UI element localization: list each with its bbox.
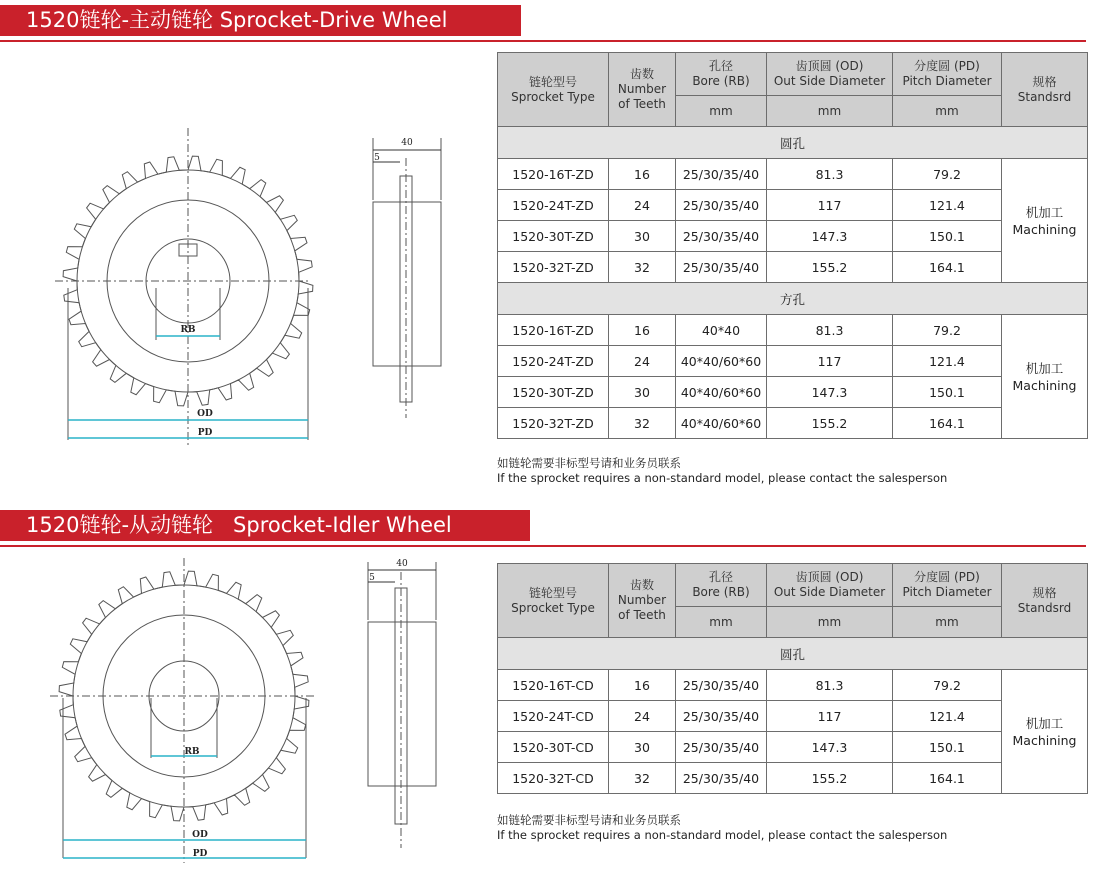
cell-od: 81.3 — [767, 670, 893, 701]
table-row — [498, 221, 1088, 252]
col-header-od: 齿顶圆 (OD) Out Side Diameter — [767, 53, 893, 96]
cell-bore: 40*40/60*60 — [676, 408, 767, 439]
table-row — [498, 377, 1088, 408]
cell-model: 1520-24T-CD — [498, 701, 609, 732]
cell-od: 117 — [767, 701, 893, 732]
table-row — [498, 346, 1088, 377]
cell-standard: 机加工 Machining — [1002, 315, 1088, 439]
drive-wheel-drawing — [55, 128, 450, 458]
pd-label: PD — [192, 849, 208, 859]
cell-bore: 25/30/35/40 — [676, 190, 767, 221]
rb-label: RB — [180, 325, 196, 335]
cell-pd: 121.4 — [893, 190, 1002, 221]
cell-pd: 121.4 — [893, 346, 1002, 377]
col-header-type: 链轮型号 Sprocket Type — [498, 564, 609, 638]
side-view-hub — [373, 202, 441, 366]
note-cn: 如链轮需要非标型号请和业务员联系 — [497, 813, 681, 827]
cell-bore: 25/30/35/40 — [676, 252, 767, 283]
title-rule — [0, 40, 1086, 42]
note-cn: 如链轮需要非标型号请和业务员联系 — [497, 456, 681, 470]
table-row — [498, 408, 1088, 439]
unit-cell: mm — [767, 96, 893, 127]
width-dimension-label: 40 — [401, 138, 413, 148]
cell-od: 147.3 — [767, 732, 893, 763]
side-view-hub — [368, 622, 436, 786]
unit-cell: mm — [676, 607, 767, 638]
cell-model: 1520-32T-CD — [498, 763, 609, 794]
drive-note — [497, 456, 947, 486]
col-header-od: 齿顶圆 (OD) Out Side Diameter — [767, 564, 893, 607]
cell-teeth: 30 — [609, 377, 676, 408]
od-label: OD — [192, 830, 208, 840]
col-header-pd: 分度圆 (PD) Pitch Diameter — [893, 564, 1002, 607]
cell-model: 1520-16T-ZD — [498, 159, 609, 190]
table-row — [498, 252, 1088, 283]
cell-bore: 25/30/35/40 — [676, 763, 767, 794]
title-rule — [0, 545, 1086, 547]
table-row — [498, 670, 1088, 701]
cell-od: 117 — [767, 190, 893, 221]
cell-teeth: 24 — [609, 190, 676, 221]
col-header-standard: 规格 Standsrd — [1002, 564, 1088, 638]
cell-model: 1520-30T-ZD — [498, 377, 609, 408]
group-label-round-bore: 圆孔 — [498, 638, 1088, 670]
table-row — [498, 315, 1088, 346]
cell-model: 1520-30T-ZD — [498, 221, 609, 252]
cell-model: 1520-32T-ZD — [498, 408, 609, 439]
section-title-drive: 1520链轮-主动链轮 Sprocket-Drive Wheel — [0, 5, 521, 36]
cell-teeth: 24 — [609, 346, 676, 377]
cell-model: 1520-32T-ZD — [498, 252, 609, 283]
col-header-type: 链轮型号 Sprocket Type — [498, 53, 609, 127]
cell-od: 155.2 — [767, 408, 893, 439]
cell-bore: 25/30/35/40 — [676, 670, 767, 701]
unit-cell: mm — [676, 96, 767, 127]
cell-bore: 25/30/35/40 — [676, 221, 767, 252]
od-label: OD — [197, 409, 213, 419]
cell-teeth: 32 — [609, 252, 676, 283]
idler-wheel-drawing — [50, 558, 450, 868]
cell-bore: 40*40/60*60 — [676, 346, 767, 377]
cell-bore: 25/30/35/40 — [676, 701, 767, 732]
cell-pd: 164.1 — [893, 252, 1002, 283]
cell-model: 1520-24T-ZD — [498, 190, 609, 221]
note-en: If the sprocket requires a non-standard model, please contact the salesperson — [497, 828, 948, 842]
cell-teeth: 32 — [609, 408, 676, 439]
cell-pd: 121.4 — [893, 701, 1002, 732]
unit-cell: mm — [767, 607, 893, 638]
offset-dimension-label: 5 — [374, 153, 380, 163]
cell-pd: 150.1 — [893, 377, 1002, 408]
cell-bore: 40*40 — [676, 315, 767, 346]
cell-bore: 25/30/35/40 — [676, 732, 767, 763]
cell-model: 1520-24T-ZD — [498, 346, 609, 377]
drive-spec-table — [497, 52, 1088, 439]
cell-model: 1520-30T-CD — [498, 732, 609, 763]
cell-pd: 164.1 — [893, 763, 1002, 794]
rb-label: RB — [184, 747, 200, 757]
cell-teeth: 30 — [609, 221, 676, 252]
pd-label: PD — [197, 428, 213, 438]
col-header-teeth: 齿数 Number of Teeth — [609, 53, 676, 127]
idler-spec-table — [497, 563, 1088, 794]
cell-pd: 150.1 — [893, 732, 1002, 763]
unit-cell: mm — [893, 607, 1002, 638]
section-title-idler: 1520链轮-从动链轮 Sprocket-Idler Wheel — [0, 510, 530, 541]
note-en: If the sprocket requires a non-standard model, please contact the salesperson — [497, 471, 948, 485]
cell-teeth: 16 — [609, 159, 676, 190]
cell-model: 1520-16T-ZD — [498, 315, 609, 346]
col-header-bore: 孔径 Bore (RB) — [676, 564, 767, 607]
cell-pd: 79.2 — [893, 315, 1002, 346]
group-label-square-bore: 方孔 — [498, 283, 1088, 315]
cell-model: 1520-16T-CD — [498, 670, 609, 701]
cell-od: 155.2 — [767, 252, 893, 283]
cell-pd: 150.1 — [893, 221, 1002, 252]
table-row — [498, 159, 1088, 190]
cell-od: 155.2 — [767, 763, 893, 794]
cell-teeth: 16 — [609, 670, 676, 701]
offset-dimension-label: 5 — [369, 573, 375, 583]
cell-bore: 25/30/35/40 — [676, 159, 767, 190]
cell-od: 81.3 — [767, 159, 893, 190]
cell-teeth: 24 — [609, 701, 676, 732]
cell-bore: 40*40/60*60 — [676, 377, 767, 408]
cell-od: 147.3 — [767, 221, 893, 252]
unit-cell: mm — [893, 96, 1002, 127]
cell-teeth: 30 — [609, 732, 676, 763]
cell-standard: 机加工 Machining — [1002, 159, 1088, 283]
cell-teeth: 16 — [609, 315, 676, 346]
col-header-teeth: 齿数 Number of Teeth — [609, 564, 676, 638]
cell-od: 81.3 — [767, 315, 893, 346]
cell-od: 147.3 — [767, 377, 893, 408]
cell-od: 117 — [767, 346, 893, 377]
width-dimension-label: 40 — [396, 559, 408, 569]
cell-teeth: 32 — [609, 763, 676, 794]
table-row — [498, 701, 1088, 732]
cell-standard: 机加工 Machining — [1002, 670, 1088, 794]
table-row — [498, 763, 1088, 794]
cell-pd: 164.1 — [893, 408, 1002, 439]
col-header-bore: 孔径 Bore (RB) — [676, 53, 767, 96]
cell-pd: 79.2 — [893, 159, 1002, 190]
group-label-round-bore: 圆孔 — [498, 127, 1088, 159]
table-row — [498, 190, 1088, 221]
cell-pd: 79.2 — [893, 670, 1002, 701]
col-header-standard: 规格 Standsrd — [1002, 53, 1088, 127]
table-row — [498, 732, 1088, 763]
idler-note — [497, 813, 947, 843]
col-header-pd: 分度圆 (PD) Pitch Diameter — [893, 53, 1002, 96]
